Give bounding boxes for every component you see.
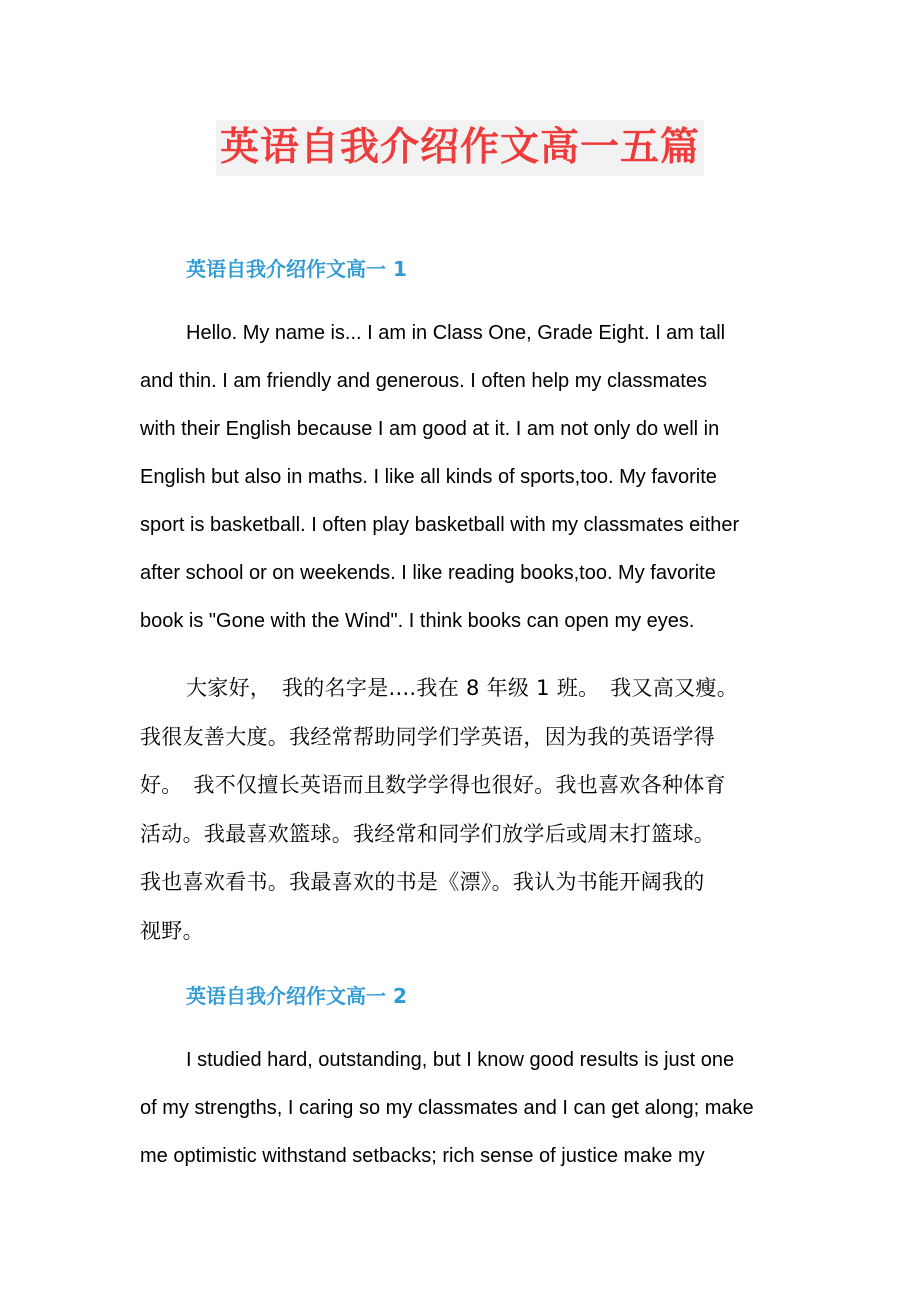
section-heading-2: 英语自我介绍作文高一 2 <box>186 984 407 1008</box>
title-container <box>0 120 920 176</box>
paragraph-english-1: Hello. My name is... I am in Class One, Grade Eight. I am tall and thin. I am friendly and generous. I often help my classmates with their English because I am good at it. I am not only do well in English but also in maths. I like all kinds of sports,too. My favorite sport is basketball. I often play basketball with my classmates either after school or on weekends. I like reading books,too. My favorite book is "Gone with the Wind". I think books can open my eyes. <box>140 322 740 632</box>
paragraph-english-2: I studied hard, outstanding, but I know good results is just one of my strengths, I caring so my classmates and I can get along; make me optimistic withstand setbacks; rich sense of justice make my <box>140 1049 754 1167</box>
paragraph-chinese-1: 大家好， 我的名字是....我在 8 年级 1 班。 我又高又瘦。 我很友善大度。我经常帮助同学们学英语，因为我的英语学得 好。 我不仅擅长英语而且数学学得也很好。我也喜欢各种体育 活动。我最喜欢篮球。我经常和同学们放学后或周末打篮球。 我也喜欢看书。我最喜欢的书是《漂》。我认为书能开阔我的 视野。 <box>140 676 739 943</box>
document-title: 英语自我介绍作文高一五篇 <box>216 120 704 176</box>
section-heading-1: 英语自我介绍作文高一 1 <box>186 257 407 281</box>
